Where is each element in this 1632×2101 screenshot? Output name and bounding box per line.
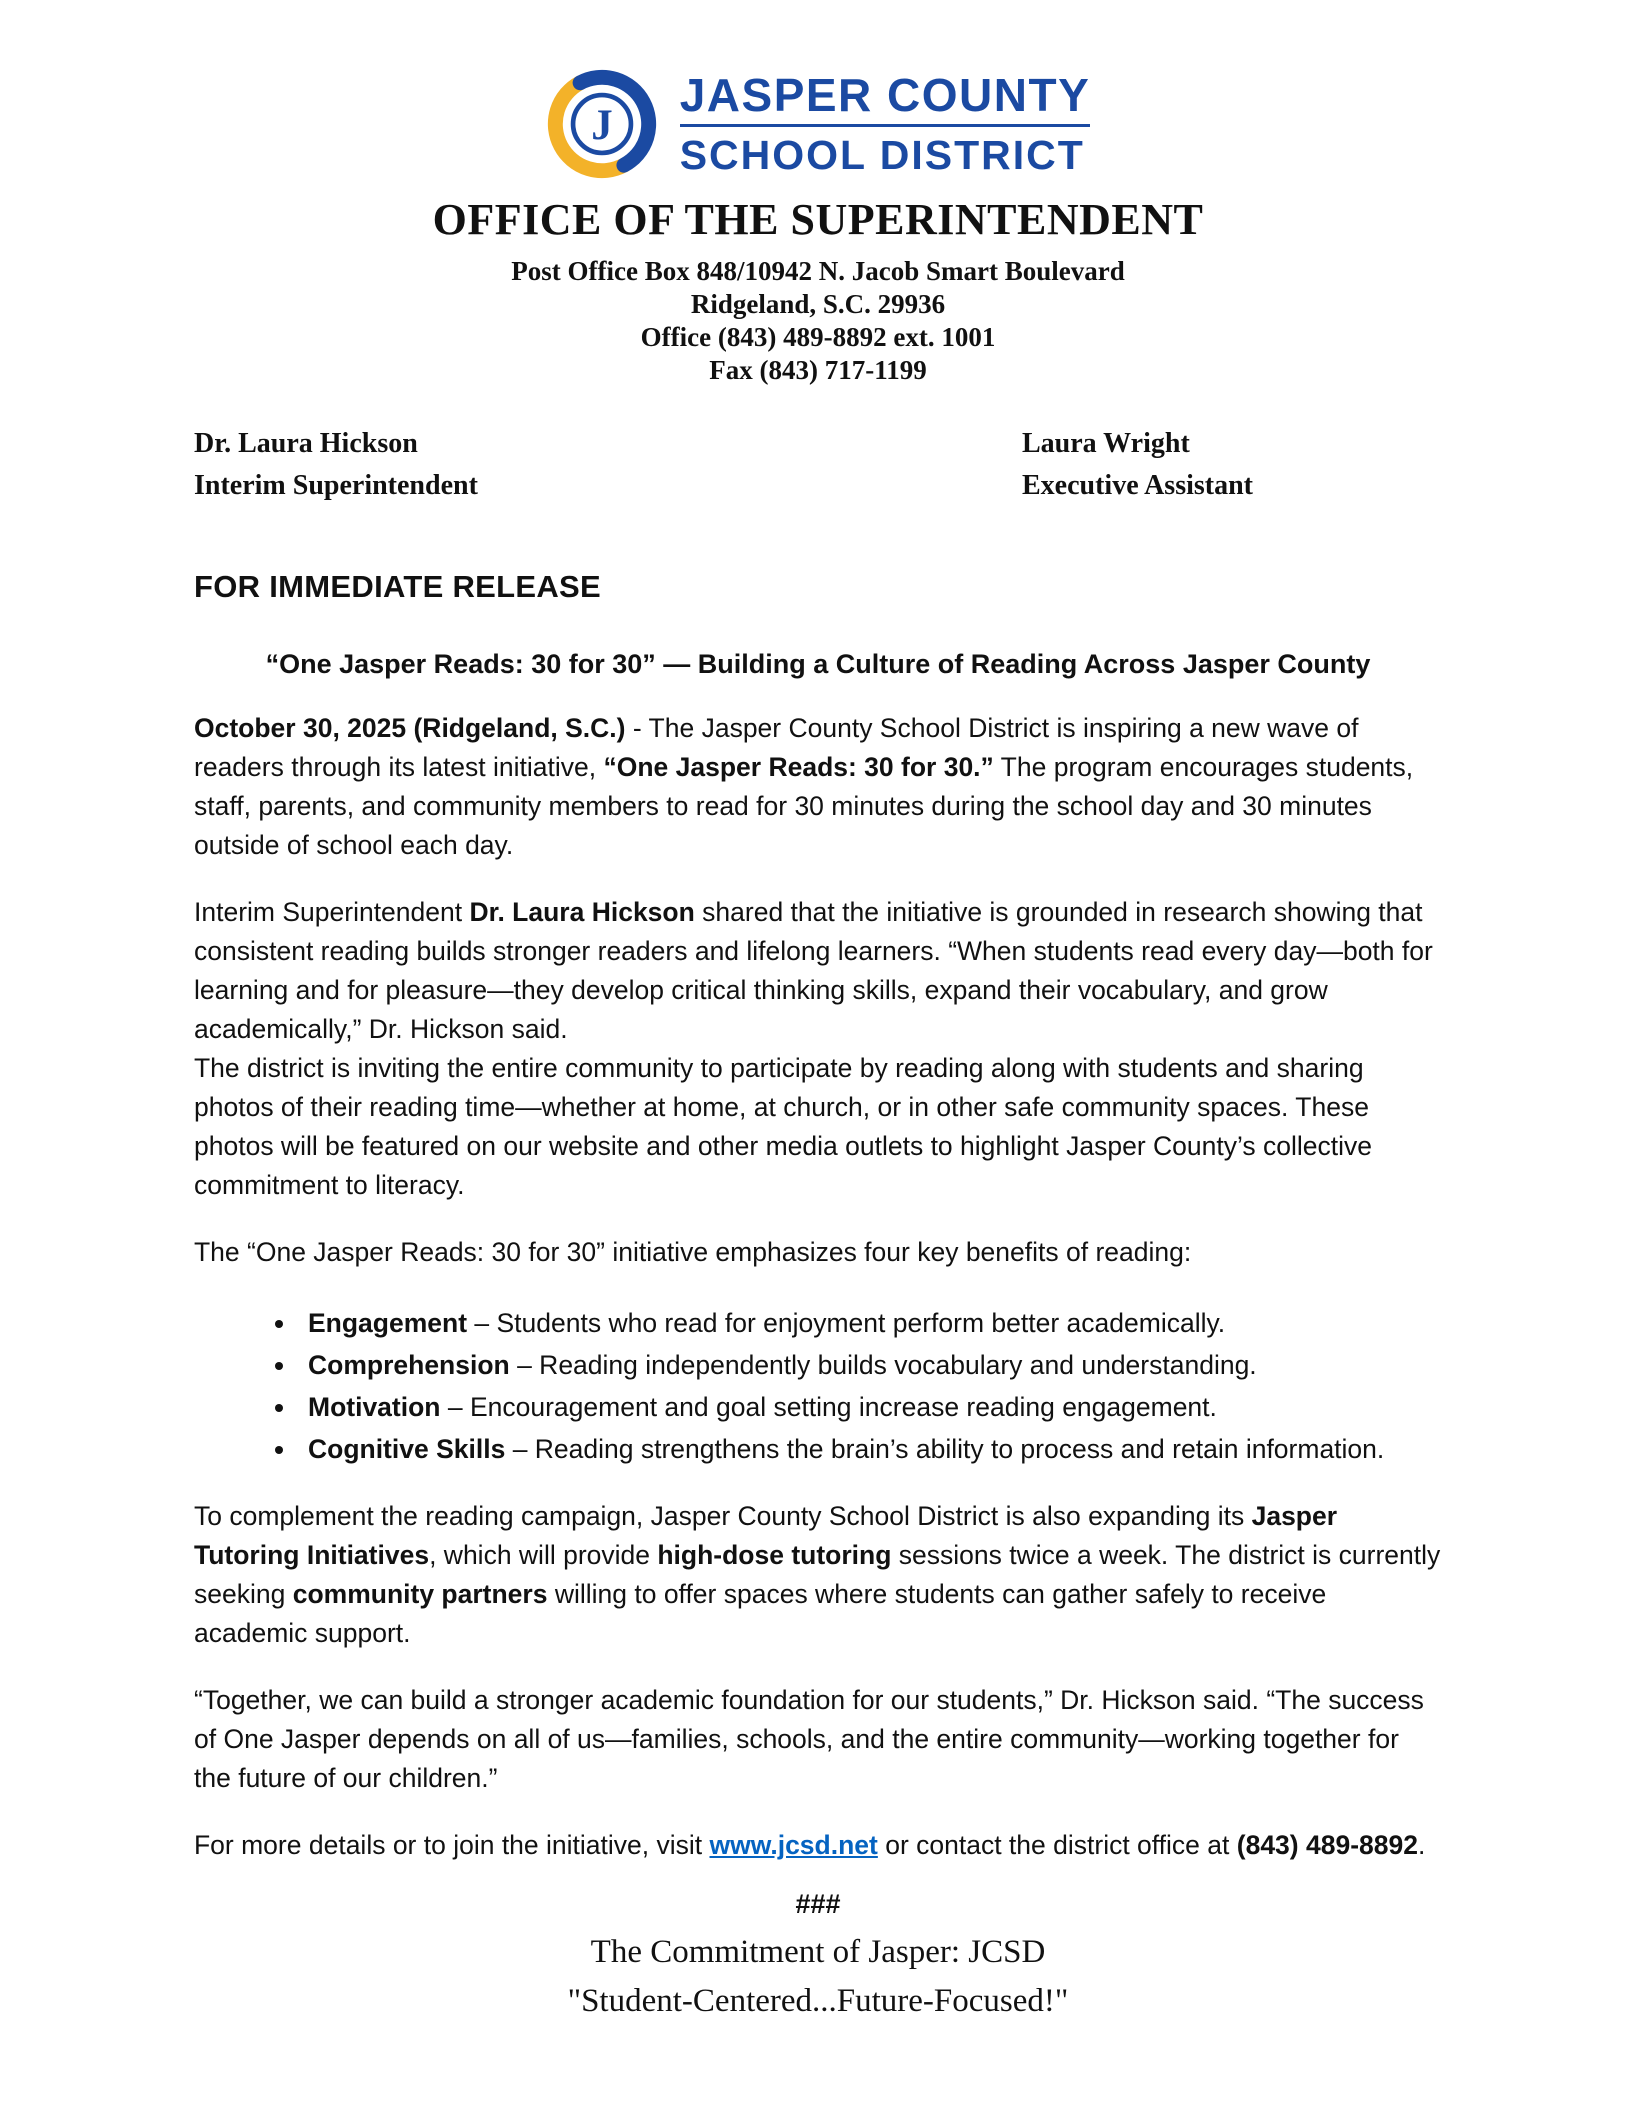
text-run: Comprehension: [308, 1350, 510, 1380]
address-block: [194, 255, 1442, 387]
text-run: Motivation: [308, 1392, 441, 1422]
district-logo-compass-icon: [546, 68, 658, 180]
text-run: Engagement: [308, 1308, 468, 1338]
text-run: Cognitive Skills: [308, 1434, 506, 1464]
text-run: For more details or to join the initiative, visit: [194, 1830, 710, 1860]
text-run: To complement the reading campaign, Jasper County School District is also expanding its: [194, 1501, 1252, 1531]
text-run: The district is inviting the entire community to participate by reading along with students and sharing photos of their reading time—whether at home, at church, or in other safe community spaces. These photos will be featured on our website and other media outlets to highlight Jasper County’s collective commitment to literacy.: [194, 1053, 1372, 1200]
address-line: Fax (843) 717-1199: [709, 355, 927, 385]
district-logo-text: [679, 68, 1091, 179]
paragraph-tutoring-initiatives: [194, 1497, 1442, 1653]
text-run: willing to offer spaces where students can gather safely to receive academic support.: [194, 1579, 1327, 1648]
text-run: “One Jasper Reads: 30 for 30.”: [603, 752, 994, 782]
motto-line-1: The Commitment of Jasper: JCSD: [590, 1934, 1046, 1970]
paragraph-dateline: [194, 709, 1442, 865]
list-item-engagement: [298, 1304, 1442, 1343]
text-run: or contact the district office at: [877, 1830, 1237, 1860]
contact-superintendent: [194, 423, 478, 507]
contact-name: Dr. Laura Hickson: [194, 428, 418, 459]
text-run: high-dose tutoring: [657, 1540, 892, 1570]
list-item-comprehension: [298, 1346, 1442, 1385]
text-run: sessions twice a week. The district is currently seeking: [194, 1540, 1441, 1609]
contact-title: Interim Superintendent: [194, 470, 478, 501]
paragraph-contact-info: [194, 1826, 1442, 1865]
logo-divider: [680, 124, 1091, 127]
address-line: Ridgeland, S.C. 29936: [690, 289, 946, 319]
paragraph-together-quote: [194, 1681, 1442, 1798]
text-run: Interim Superintendent: [194, 897, 470, 927]
benefits-list: [194, 1304, 1442, 1469]
text-run: .: [1417, 1830, 1426, 1860]
text-run: October 30, 2025 (Ridgeland, S.C.): [194, 713, 626, 743]
text-run: Dr. Laura Hickson: [469, 897, 695, 927]
paragraph-community-invite: [194, 1049, 1442, 1205]
letterhead: [194, 68, 1442, 507]
text-run: shared that the initiative is grounded in research showing that consistent reading builds stronger readers and lifelong learners. “When students read every day—both for learning and for pleasure—they develop critical thinking skills, expand their vocabulary, and grow academically,” Dr. Hickson said.: [194, 897, 1433, 1044]
for-immediate-release-label: FOR IMMEDIATE RELEASE: [194, 569, 602, 604]
list-item-motivation: [298, 1388, 1442, 1427]
release-headline: “One Jasper Reads: 30 for 30” — Building a Culture of Reading Across Jasper County: [265, 649, 1371, 679]
end-of-release-marker: ###: [795, 1889, 841, 1919]
list-item-cognitive-skills: [298, 1430, 1442, 1469]
contact-name: Laura Wright: [1022, 428, 1190, 459]
contact-title: Executive Assistant: [1022, 470, 1253, 501]
text-run: The program encourages students, staff, parents, and community members to read for 30 minutes during the school day and 30 minutes outside of school each day.: [194, 752, 1414, 860]
logo-district-name-line1: JASPER COUNTY: [679, 68, 1091, 121]
text-run: (843) 489-8892: [1236, 1830, 1418, 1860]
text-run: “Together, we can build a stronger academic foundation for our students,” Dr. Hickson said. “The success of One Jasper depends on all of us—families, schools, and the entire community—working together for the future of our children.”: [194, 1685, 1424, 1793]
paragraph-benefits-intro: [194, 1233, 1442, 1272]
contact-executive-assistant: [1022, 423, 1442, 507]
text-run: The “One Jasper Reads: 30 for 30” initiative emphasizes four key benefits of reading:: [194, 1237, 1192, 1267]
text-run: – Students who read for enjoyment perform better academically.: [467, 1308, 1226, 1338]
address-line: Post Office Box 848/10942 N. Jacob Smart Boulevard: [511, 256, 1125, 286]
svg-text:J: J: [590, 101, 613, 149]
text-run: Jasper Tutoring Initiatives: [194, 1501, 1338, 1570]
contact-block: [194, 423, 1442, 507]
office-title: OFFICE OF THE SUPERINTENDENT: [432, 195, 1204, 244]
release-body: [194, 569, 1442, 2026]
motto-line-2: "Student-Centered...Future-Focused!": [567, 1983, 1069, 2019]
district-motto: [194, 1928, 1442, 2026]
text-run: community partners: [292, 1579, 548, 1609]
text-run: – Reading independently builds vocabulary and understanding.: [509, 1350, 1257, 1380]
text-run: , which will provide: [429, 1540, 658, 1570]
jcsd-website-link[interactable]: www.jcsd.net: [709, 1830, 878, 1860]
text-run: – Encouragement and goal setting increase reading engagement.: [440, 1392, 1217, 1422]
text-run: – Reading strengthens the brain’s ability to process and retain information.: [505, 1434, 1385, 1464]
paragraph-superintendent-quote: [194, 893, 1442, 1049]
logo-district-name-line2: SCHOOL DISTRICT: [679, 132, 1085, 179]
text-run: - The Jasper County School District is inspiring a new wave of readers through its latest initiative,: [194, 713, 1359, 782]
address-line: Office (843) 489-8892 ext. 1001: [640, 322, 996, 352]
district-logo: [194, 68, 1442, 180]
